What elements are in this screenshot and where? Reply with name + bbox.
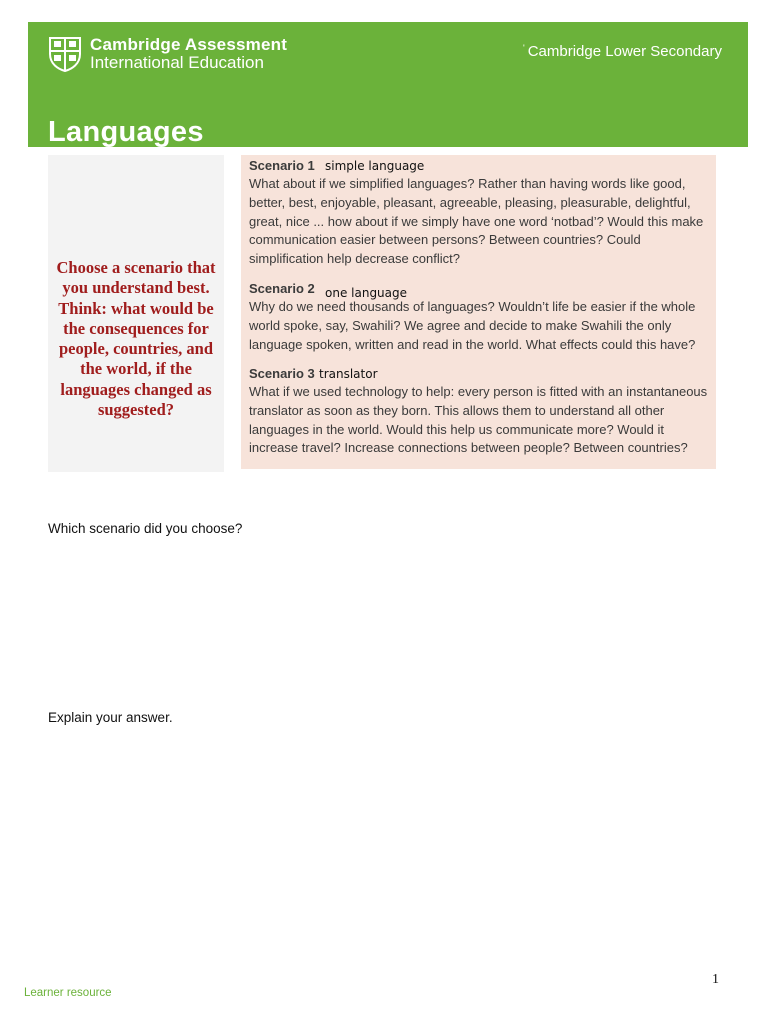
scenario-2: [249, 281, 711, 354]
question-1: Which scenario did you choose?: [48, 521, 243, 536]
page-title: Languages: [48, 116, 204, 148]
scenario-label: Scenario 1: [249, 158, 315, 173]
program-label: ' Cambridge Lower Secondary: [523, 43, 722, 60]
handwritten-note: simple language: [325, 159, 425, 173]
scenario-text: What about if we simplified languages? Rather than having words like good, better, best, enjoyable, pleasant, agreeable, pleasing, pleasurable, delightful, great, nice ... how about if we simply have one word ‘notbad’? Would this make communication easier between persons? Between countries? Could simplification help decrease conflict?: [249, 176, 704, 267]
scenario-text: Why do we need thousands of languages? Wouldn’t life be easier if the whole world spoke, say, Swahili? We agree and decide to make Swahili the only language spoken, written and read in the world. What effects could this have?: [249, 299, 696, 352]
handwritten-note: translator: [319, 367, 378, 381]
question-2: Explain your answer.: [48, 710, 173, 725]
scenario-text: What if we used technology to help: every person is fitted with an instantaneous translator as soon as they born. This allows them to understand all other languages in the world. Would this help us communicate more? Would it increase travel? Increase connections between people? Between countries?: [249, 384, 708, 456]
scenario-1: [249, 158, 711, 269]
header-banner: [28, 22, 748, 147]
footer-label: Learner resource: [24, 987, 112, 999]
task-prompt: Choose a scenario that you understand best. Think: what would be the consequences for people, countries, and the world, if the languages changed as suggested?: [56, 258, 216, 420]
scenario-label: Scenario 2: [249, 281, 315, 296]
org-name-line1: Cambridge Assessment: [90, 35, 288, 55]
scenario-3: [249, 366, 711, 458]
scenario-label: Scenario 3: [249, 366, 315, 381]
scenario-box: [241, 155, 716, 469]
program-text: Cambridge Lower Secondary: [527, 43, 722, 60]
org-name-line2: International Education: [90, 53, 264, 72]
shield-icon: [48, 36, 82, 72]
handwritten-note: one language: [325, 286, 408, 300]
cambridge-logo: [48, 36, 287, 72]
page-number: 1: [712, 972, 719, 987]
